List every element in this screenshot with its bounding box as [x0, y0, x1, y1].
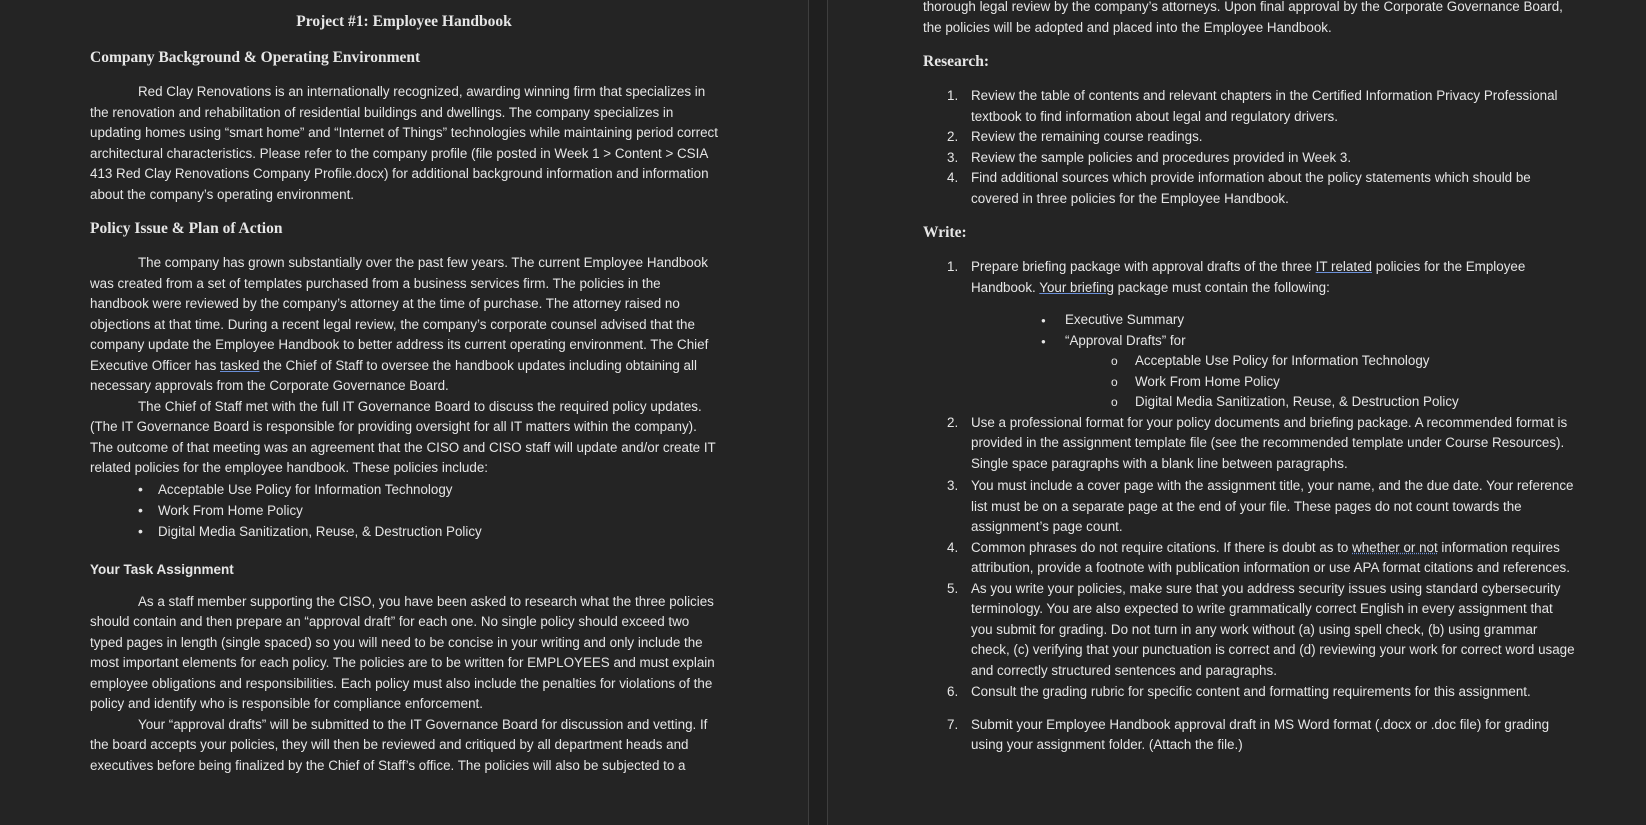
- document-title: Project #1: Employee Handbook: [296, 13, 512, 30]
- list-item: [923, 413, 1576, 475]
- document-page-right: [827, 0, 1646, 825]
- list-number: 2.: [947, 129, 959, 144]
- list-number: 6.: [947, 684, 959, 699]
- list-item: o Digital Media Sanitization, Reuse, & Destruction Policy: [1111, 392, 1576, 413]
- list-item: [923, 257, 1576, 298]
- list-text: Review the table of contents and relevant chapters in the Certified Information Privacy Professional textbook to find information about legal and regulatory drivers.: [971, 88, 1558, 124]
- list-number: 7.: [947, 716, 959, 732]
- grammar-underlined-phrase[interactable]: IT related: [1315, 259, 1372, 274]
- list-text: Submit your Employee Handbook approval draft in MS Word format (.docx or .doc file) for grading using your assignment folder. (Attach the file.): [971, 716, 1550, 752]
- list-text: Review the remaining course readings.: [971, 129, 1203, 144]
- list-text: You must include a cover page with the assignment title, your name, and the due date. Your reference list must be on a separate page at the end of your file. These pages do not count towards the assignment’s page count.: [971, 478, 1574, 534]
- list-text: “Approval Drafts” for: [1065, 332, 1186, 348]
- text-run: policies for the Employee Handbook.: [971, 259, 1526, 295]
- list-text: As you write your policies, make sure that you address security issues using standard cybersecurity terminology. You are also expected to write grammatically correct English in every assignment that you submit for grading. Do not turn in any work without (a) using spell check, (b) using grammar check, (c) verifying that your punctuation is correct and (d) reviewing your work for correct word usage and correctly structured sentences and paragraphs.: [971, 580, 1575, 678]
- list-number: 4.: [947, 170, 959, 185]
- heading-task-assignment: Your Task Assignment: [90, 561, 234, 577]
- list-item: [923, 86, 1576, 127]
- text-run: the Chief of Staff to oversee the handbook updates including obtaining all necessary approvals from the Corporate Governance Board.: [90, 357, 697, 393]
- heading-write: Write:: [923, 224, 967, 241]
- text-run: information requires attribution, provide a footnote with publication information or use APA format citations and references.: [971, 539, 1570, 575]
- list-number: 3.: [947, 478, 959, 493]
- heading-company-background: Company Background & Operating Environment: [90, 49, 421, 66]
- paragraph-policy-issue-2: The Chief of Staff met with the full IT Governance Board to discuss the required policy updates. (The IT Governance Board is responsible for providing oversight for all IT matters within the company). The outcome of that meeting was an agreement that the CISO and CISO staff will update and/or create IT related policies for the employee handbook. These policies include:: [90, 398, 716, 475]
- list-item: • Digital Media Sanitization, Reuse, & Destruction Policy: [138, 521, 718, 542]
- text-run: package must contain the following:: [1113, 279, 1330, 295]
- page-divider-left: [808, 0, 809, 825]
- document-page-left: [0, 0, 808, 825]
- list-item: [923, 168, 1576, 209]
- list-text: Use a professional format for your policy documents and briefing package. A recommended format is provided in the assignment template file (see the recommended template under Course Resources). Single space paragraphs with a blank line between paragraphs.: [971, 414, 1568, 471]
- list-item: [923, 127, 1576, 148]
- paragraph-policy-issue-1: [90, 253, 718, 397]
- approval-drafts-list: [1065, 351, 1576, 413]
- list-item: [923, 715, 1576, 756]
- write-list-continued: [923, 413, 1576, 756]
- list-item: [923, 682, 1576, 703]
- text-run: Prepare briefing package with approval drafts of the three: [971, 259, 1316, 274]
- list-item: o Acceptable Use Policy for Information Technology: [1111, 351, 1576, 372]
- list-item: ● Executive Summary: [1041, 310, 1576, 331]
- page-gutter: [809, 0, 827, 825]
- list-item: [923, 579, 1576, 682]
- research-list: [923, 86, 1576, 209]
- write-list: [923, 257, 1576, 298]
- heading-research: Research:: [923, 53, 989, 70]
- list-number: 1.: [947, 88, 959, 103]
- paragraph-task-2: Your “approval drafts” will be submitted to the IT Governance Board for discussion and vetting. If the board accepts your policies, they will then be reviewed and critiqued by all department heads and executives before being finalized by the Chief of Staff’s office. The policies will also be subjected to a: [90, 716, 708, 773]
- list-text: Consult the grading rubric for specific content and formatting requirements for this assignment.: [971, 684, 1531, 699]
- policy-bullet-list: [90, 479, 718, 542]
- grammar-underlined-phrase[interactable]: whether or not: [1352, 539, 1438, 555]
- list-number: 2.: [947, 414, 959, 430]
- list-item: • Acceptable Use Policy for Information Technology: [138, 479, 718, 500]
- text-run: The company has grown substantially over the past few years. The current Employee Handbook was created from a set of templates purchased from a business services firm. The policies in the handbook were reviewed by the company’s attorney at the time of purchase. The attorney raised no objections at that time. During a recent legal review, the company’s corporate counsel advised that the company update the Employee Handbook to better address its current operating environment. The Chief Executive Officer has: [90, 255, 709, 373]
- list-number: 4.: [947, 539, 959, 555]
- briefing-contents-list: [923, 310, 1576, 413]
- paragraph-continuation: thorough legal review by the company’s attorneys. Upon final approval by the Corporate Governance Board, the policies will be adopted and placed into the Employee Handbook.: [923, 0, 1563, 35]
- list-item: [923, 476, 1576, 538]
- spellcheck-underlined-word[interactable]: tasked: [220, 357, 260, 373]
- list-number: 5.: [947, 580, 959, 596]
- list-item: o Work From Home Policy: [1111, 372, 1576, 393]
- list-item: [923, 148, 1576, 169]
- list-number: 1.: [947, 259, 959, 274]
- list-item: • Work From Home Policy: [138, 500, 718, 521]
- list-number: 3.: [947, 149, 959, 165]
- grammar-underlined-phrase[interactable]: Your briefing: [1039, 279, 1114, 295]
- list-item: [1041, 331, 1576, 413]
- paragraph-company-background: Red Clay Renovations is an internationally recognized, awarding winning firm that specializes in the renovation and rehabilitation of residential buildings and dwellings. The company specializes in updating homes using “smart home” and “Internet of Things” technologies while maintaining period correct architectural characteristics. Please refer to the company profile (file posted in Week 1 > Content > CSIA 413 Red Clay Renovations Company Profile.docx) for additional background information and information about the company’s operating environment.: [90, 84, 718, 202]
- paragraph-task-1: As a staff member supporting the CISO, you have been asked to research what the three policies should contain and then prepare an “approval draft” for each one. No single policy should exceed two typed pages in length (single spaced) so you will need to be concise in your writing and only include the most important elements for each policy. The policies are to be written for EMPLOYEES and must explain employee obligations and responsibilities. Each policy must also include the penalties for violations of the policy and identify who is responsible for compliance enforcement.: [90, 593, 715, 711]
- list-text: Review the sample policies and procedures provided in Week 3.: [971, 149, 1352, 165]
- text-run: Common phrases do not require citations. If there is doubt as to: [971, 539, 1353, 555]
- heading-policy-issue: Policy Issue & Plan of Action: [90, 220, 283, 237]
- list-item: [923, 538, 1576, 579]
- list-text: Find additional sources which provide information about the policy statements which should be covered in three policies for the Employee Handbook.: [971, 170, 1531, 206]
